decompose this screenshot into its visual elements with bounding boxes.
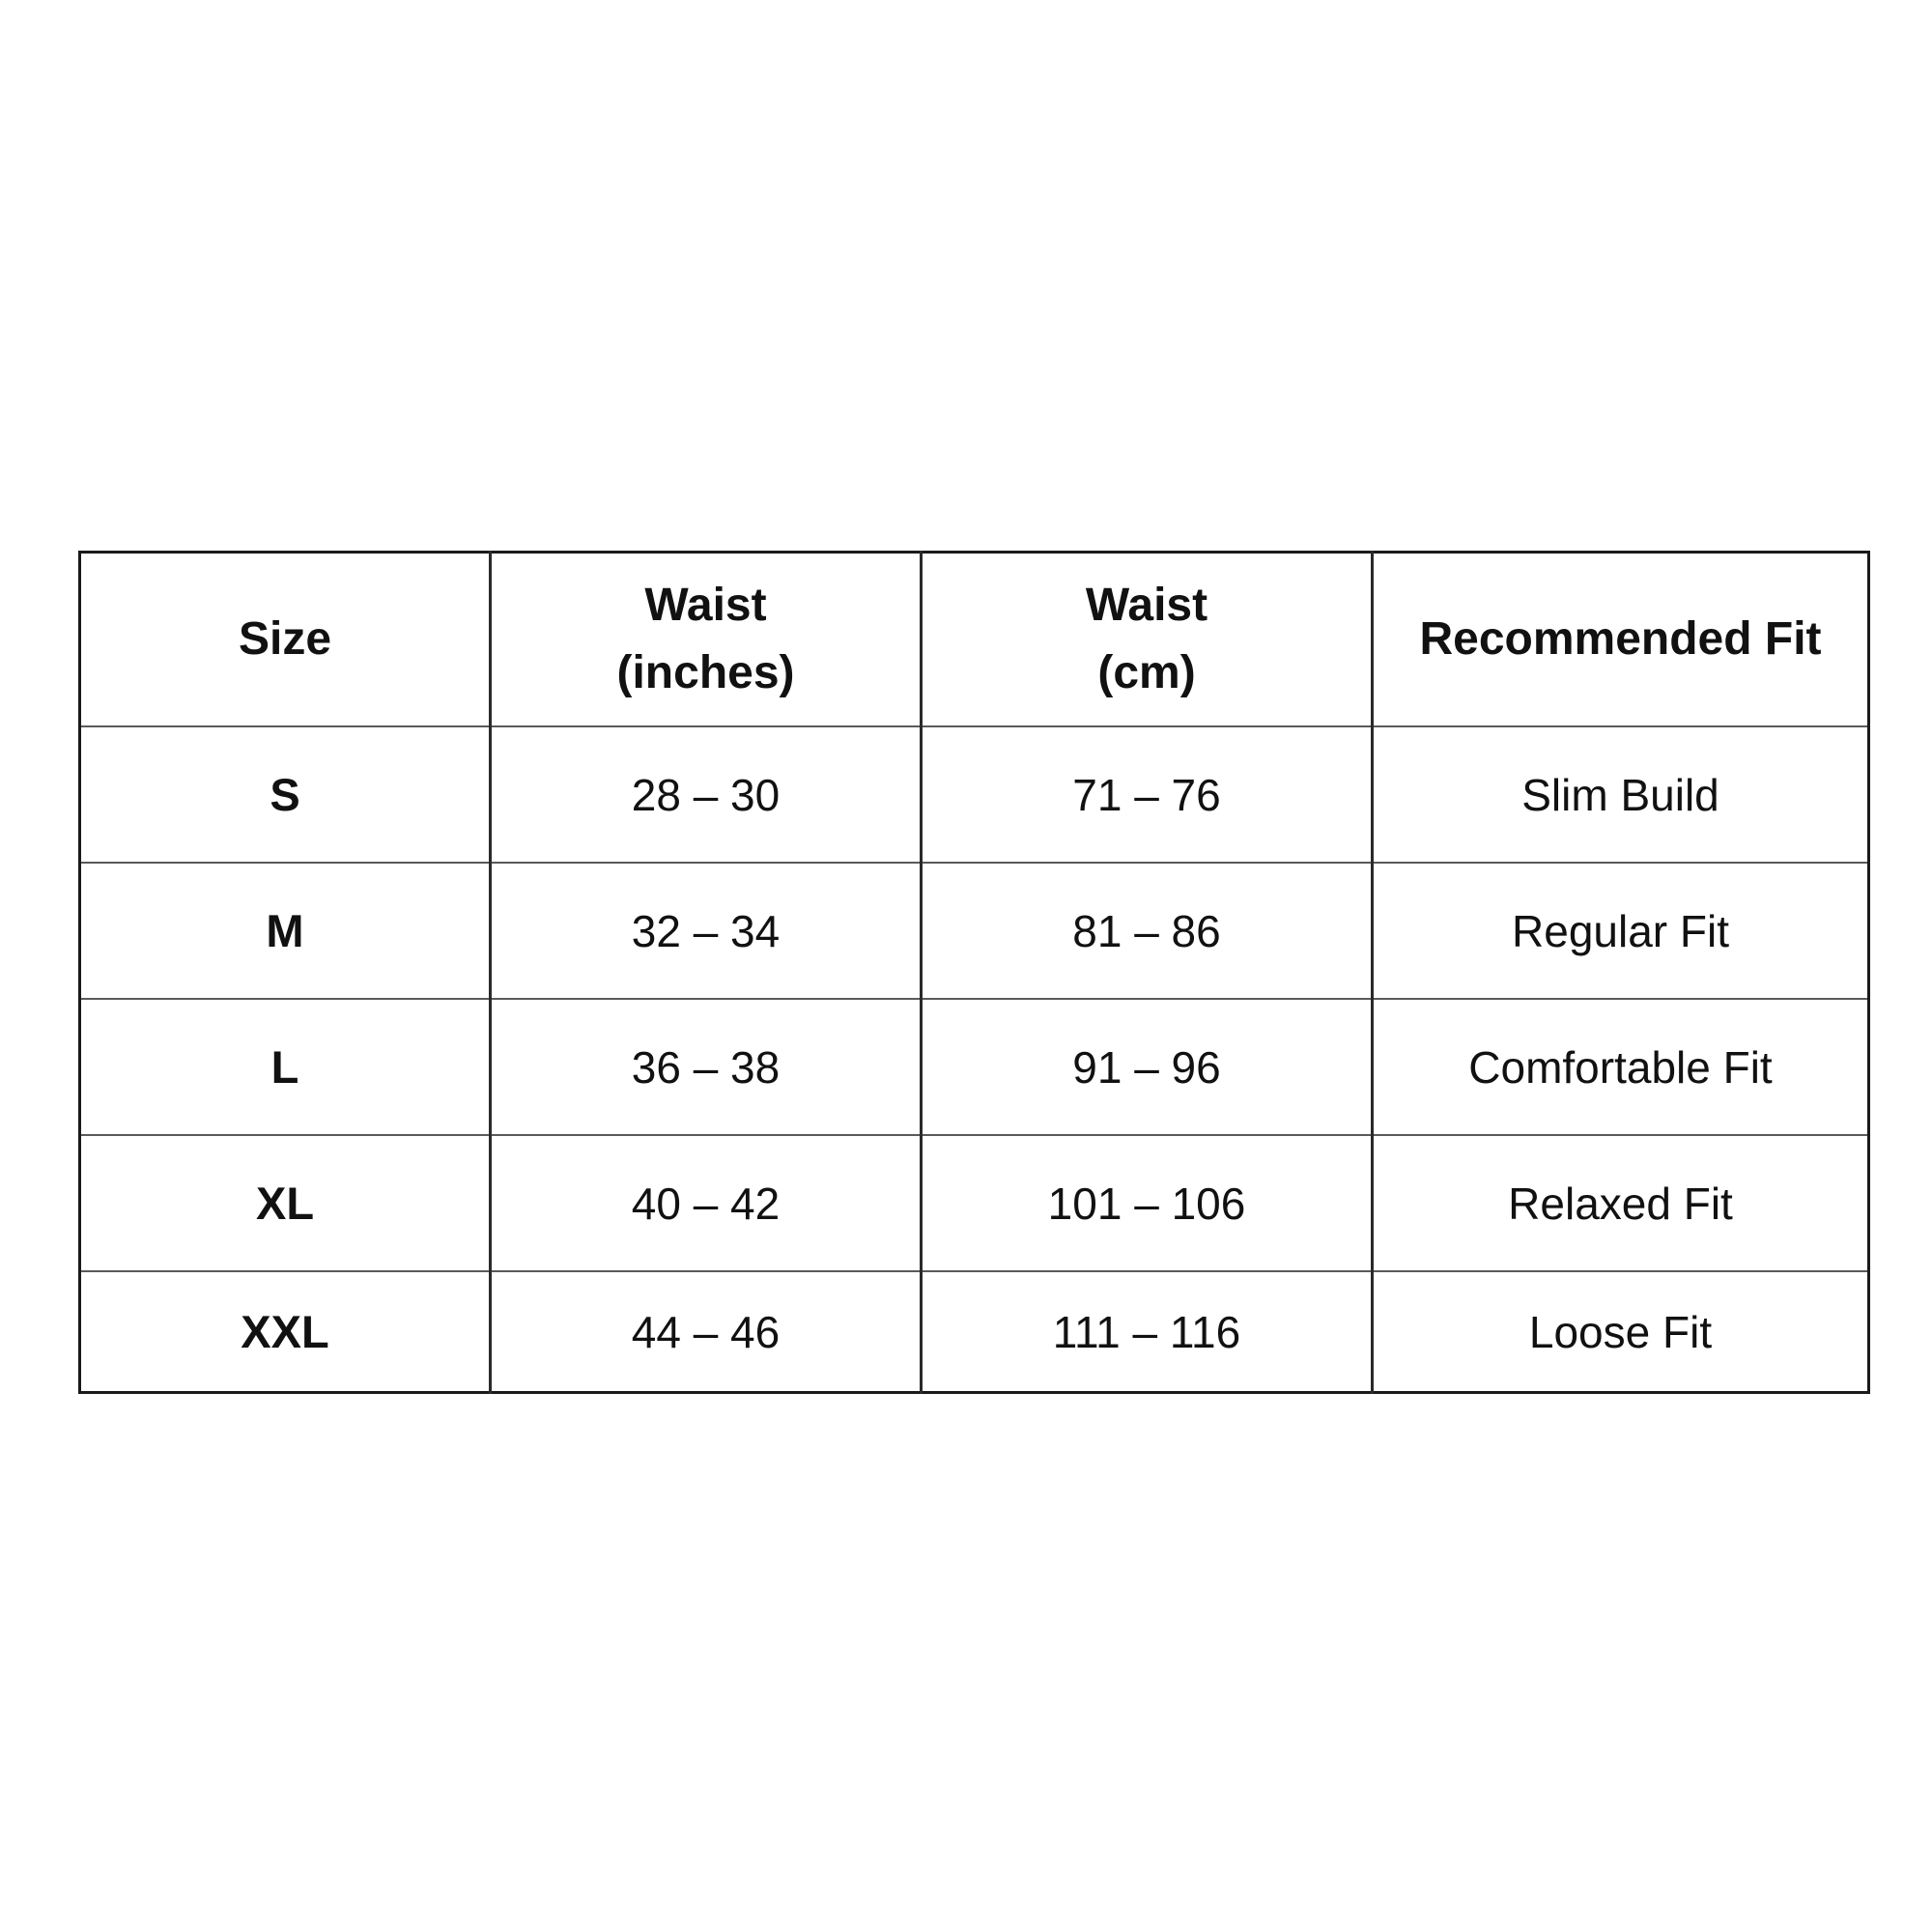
waist-inches-cell: 32 – 34 bbox=[491, 863, 922, 999]
table-row bbox=[80, 999, 1869, 1135]
waist-inches-cell: 36 – 38 bbox=[491, 999, 922, 1135]
fit-cell: Slim Build bbox=[1373, 726, 1869, 863]
header-row bbox=[80, 553, 1869, 727]
waist-cm-cell: 81 – 86 bbox=[922, 863, 1373, 999]
table-row bbox=[80, 1135, 1869, 1271]
header-size: Size bbox=[80, 553, 491, 727]
waist-cm-cell: 71 – 76 bbox=[922, 726, 1373, 863]
waist-inches-cell: 40 – 42 bbox=[491, 1135, 922, 1271]
header-waist-cm bbox=[922, 553, 1373, 727]
size-chart-table bbox=[78, 551, 1870, 1394]
size-cell: L bbox=[80, 999, 491, 1135]
fit-cell: Regular Fit bbox=[1373, 863, 1869, 999]
header-waist-inches-line1: Waist bbox=[644, 580, 767, 631]
size-cell: M bbox=[80, 863, 491, 999]
waist-cm-cell: 111 – 116 bbox=[922, 1271, 1373, 1393]
waist-cm-cell: 101 – 106 bbox=[922, 1135, 1373, 1271]
fit-cell: Comfortable Fit bbox=[1373, 999, 1869, 1135]
header-waist-cm-line1: Waist bbox=[1085, 580, 1208, 631]
header-waist-cm-line2: (cm) bbox=[1097, 647, 1196, 698]
waist-inches-cell: 28 – 30 bbox=[491, 726, 922, 863]
fit-cell: Loose Fit bbox=[1373, 1271, 1869, 1393]
header-waist-inches-line2: (inches) bbox=[616, 647, 795, 698]
size-cell: S bbox=[80, 726, 491, 863]
waist-inches-cell: 44 – 46 bbox=[491, 1271, 922, 1393]
fit-cell: Relaxed Fit bbox=[1373, 1135, 1869, 1271]
waist-cm-cell: 91 – 96 bbox=[922, 999, 1373, 1135]
table-row bbox=[80, 726, 1869, 863]
size-cell: XL bbox=[80, 1135, 491, 1271]
table-row bbox=[80, 863, 1869, 999]
table-row bbox=[80, 1271, 1869, 1393]
header-recommended-fit: Recommended Fit bbox=[1373, 553, 1869, 727]
header-waist-inches bbox=[491, 553, 922, 727]
size-cell: XXL bbox=[80, 1271, 491, 1393]
